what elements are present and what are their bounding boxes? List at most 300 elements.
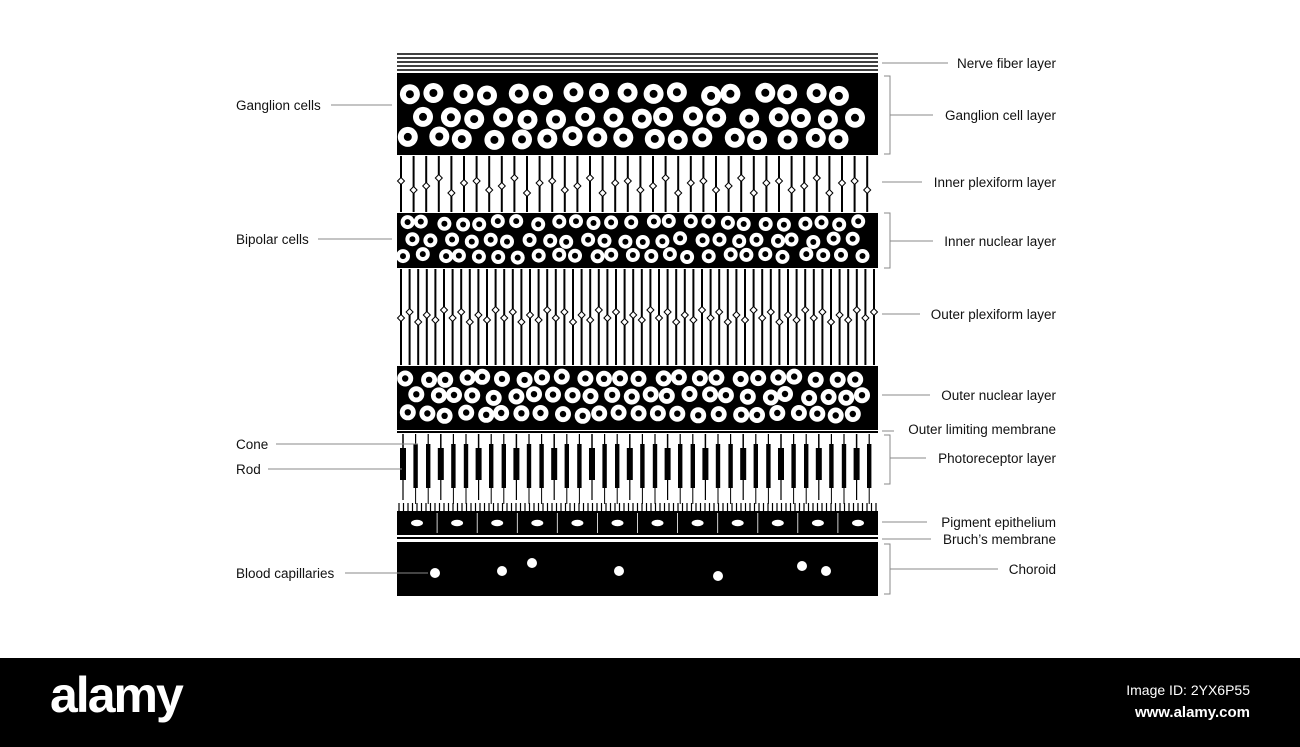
- cell: [739, 109, 759, 129]
- synapse: [813, 175, 820, 182]
- cell: [838, 390, 854, 406]
- epithelial-nucleus: [772, 520, 784, 526]
- cell: [484, 233, 498, 247]
- cell: [513, 405, 529, 421]
- cell: [829, 129, 849, 149]
- cell: [604, 108, 624, 128]
- cone: [476, 448, 482, 480]
- synapse: [647, 307, 654, 314]
- cell: [821, 389, 837, 405]
- cell: [500, 235, 514, 249]
- cell: [632, 109, 652, 129]
- cell: [713, 233, 727, 247]
- cell: [509, 214, 523, 228]
- cell: [778, 130, 798, 150]
- rod: [653, 444, 657, 488]
- cell: [596, 371, 612, 387]
- cell: [828, 408, 844, 424]
- rod: [678, 444, 682, 488]
- epithelial-nucleus: [411, 520, 423, 526]
- cell: [701, 86, 721, 106]
- cell: [683, 106, 703, 126]
- synapse: [466, 319, 473, 326]
- cell: [405, 232, 419, 246]
- cell: [518, 110, 538, 130]
- synapse: [549, 178, 556, 185]
- synapse: [527, 312, 534, 319]
- cell: [720, 84, 740, 104]
- left-leaders: [268, 105, 428, 573]
- synapse: [574, 183, 581, 190]
- synapse: [862, 315, 869, 322]
- synapse: [612, 180, 619, 187]
- cell: [431, 387, 447, 403]
- synapse: [713, 187, 720, 194]
- cell: [732, 234, 746, 248]
- synapse: [536, 180, 543, 187]
- cell: [624, 215, 638, 229]
- cell: [575, 408, 591, 424]
- cell: [786, 369, 802, 385]
- synapse: [461, 180, 468, 187]
- cone: [778, 448, 784, 480]
- cell: [546, 110, 566, 130]
- synapse: [801, 183, 808, 190]
- cell: [486, 390, 502, 406]
- cell: [673, 231, 687, 245]
- label-photoreceptor-layer: Photoreceptor layer: [938, 451, 1056, 466]
- cell: [445, 233, 459, 247]
- cell: [626, 248, 640, 262]
- label-cone: Cone: [236, 437, 269, 452]
- cell: [613, 128, 633, 148]
- cell: [511, 251, 525, 265]
- cell: [769, 107, 789, 127]
- epithelial-nucleus: [852, 520, 864, 526]
- cone: [816, 448, 822, 480]
- synapse: [650, 183, 657, 190]
- cell: [604, 215, 618, 229]
- cell: [583, 388, 599, 404]
- cell: [604, 387, 620, 403]
- cell: [655, 234, 669, 248]
- cell: [543, 234, 557, 248]
- cell: [526, 386, 542, 402]
- synapse: [498, 183, 505, 190]
- synapse: [637, 187, 644, 194]
- cell: [692, 127, 712, 147]
- cell: [740, 389, 756, 405]
- cell: [491, 250, 505, 264]
- synapse: [733, 312, 740, 319]
- cone: [854, 448, 860, 480]
- cell: [636, 235, 650, 249]
- rod: [489, 444, 493, 488]
- cell: [413, 107, 433, 127]
- cell: [809, 406, 825, 422]
- capillary: [497, 566, 507, 576]
- cell: [437, 372, 453, 388]
- epithelial-nucleus: [491, 520, 503, 526]
- cell: [618, 235, 632, 249]
- cell: [398, 127, 418, 147]
- synapse: [853, 307, 860, 314]
- synapse: [793, 317, 800, 324]
- cell: [439, 249, 453, 263]
- cell: [663, 247, 677, 261]
- label-outer-nuclear-layer: Outer nuclear layer: [941, 388, 1056, 403]
- synapse: [864, 187, 871, 194]
- cell: [854, 387, 870, 403]
- synapse: [675, 190, 682, 197]
- synapse: [699, 307, 706, 314]
- cell: [669, 406, 685, 422]
- rod: [413, 444, 417, 488]
- cell: [818, 109, 838, 129]
- cell: [494, 371, 510, 387]
- cell: [408, 386, 424, 402]
- cell: [791, 405, 807, 421]
- cell: [643, 386, 659, 402]
- synapse: [742, 317, 749, 324]
- synapse: [788, 187, 795, 194]
- footer-bar: [0, 658, 1300, 747]
- synapse: [673, 319, 680, 326]
- cone: [702, 448, 708, 480]
- cell: [401, 215, 415, 229]
- pigment-epithelium: [397, 503, 878, 535]
- synapse: [810, 315, 817, 322]
- cell: [568, 249, 582, 263]
- cell: [801, 390, 817, 406]
- synapse: [561, 187, 568, 194]
- cell: [446, 387, 462, 403]
- label-ganglion-cells: Ganglion cells: [236, 98, 321, 113]
- rod: [615, 444, 619, 488]
- synapse: [398, 178, 405, 185]
- cell: [718, 387, 734, 403]
- cell: [554, 369, 570, 385]
- cell: [533, 85, 553, 105]
- synapse: [599, 190, 606, 197]
- cell: [624, 389, 640, 405]
- label-outer-limiting-membrane: Outer limiting membrane: [908, 422, 1056, 437]
- cell: [587, 216, 601, 230]
- cell: [755, 83, 775, 103]
- cell: [591, 405, 607, 421]
- cell: [777, 84, 797, 104]
- cell: [763, 390, 779, 406]
- rod: [527, 444, 531, 488]
- epithelial-nucleus: [451, 520, 463, 526]
- rod: [716, 444, 720, 488]
- brand-logo: alamy: [50, 667, 182, 723]
- cell: [845, 406, 861, 422]
- synapse: [624, 178, 631, 185]
- label-inner-plexiform-layer: Inner plexiform layer: [933, 175, 1056, 190]
- cone: [400, 448, 406, 480]
- label-bruchs-membrane: Bruch’s membrane: [942, 532, 1056, 547]
- synapse: [449, 315, 456, 322]
- cell: [733, 371, 749, 387]
- rod: [539, 444, 543, 488]
- cell: [509, 84, 529, 104]
- synapse: [435, 175, 442, 182]
- cell: [684, 214, 698, 228]
- cell: [798, 217, 812, 231]
- rod: [691, 444, 695, 488]
- synapse: [851, 178, 858, 185]
- synapse: [511, 175, 518, 182]
- cell: [724, 247, 738, 261]
- synapse: [630, 312, 637, 319]
- cone: [513, 448, 519, 480]
- synapse: [492, 307, 499, 314]
- synapse: [759, 315, 766, 322]
- cell: [747, 130, 767, 150]
- cell: [829, 86, 849, 106]
- cell: [701, 214, 715, 228]
- synapse: [839, 180, 846, 187]
- synapse: [613, 309, 620, 316]
- cell: [534, 369, 550, 385]
- synapse: [802, 307, 809, 314]
- cell: [400, 84, 420, 104]
- synapse: [535, 317, 542, 324]
- synapse: [587, 317, 594, 324]
- synapse: [518, 319, 525, 326]
- cell: [711, 406, 727, 422]
- synapse: [501, 315, 508, 322]
- rod: [804, 444, 808, 488]
- synapse: [826, 190, 833, 197]
- cell: [653, 107, 673, 127]
- cell: [552, 248, 566, 262]
- label-blood-capillaries: Blood capillaries: [236, 566, 335, 581]
- cell: [589, 83, 609, 103]
- outer-plexiform-layer: [398, 269, 878, 365]
- photoreceptor-layer: [400, 434, 871, 504]
- synapse: [509, 309, 516, 316]
- rod: [464, 444, 468, 488]
- cell: [645, 129, 665, 149]
- cell: [771, 234, 785, 248]
- cell: [856, 249, 870, 263]
- cell: [458, 405, 474, 421]
- cell: [777, 386, 793, 402]
- cell: [423, 233, 437, 247]
- cell: [785, 233, 799, 247]
- cell: [827, 232, 841, 246]
- cell: [682, 386, 698, 402]
- cell: [662, 214, 676, 228]
- epithelial-nucleus: [732, 520, 744, 526]
- cell: [397, 371, 413, 387]
- epithelial-nucleus: [571, 520, 583, 526]
- rod: [842, 444, 846, 488]
- cell: [799, 247, 813, 261]
- cell: [668, 130, 688, 150]
- synapse: [828, 319, 835, 326]
- cell: [631, 405, 647, 421]
- synapse: [423, 312, 430, 319]
- cell: [847, 372, 863, 388]
- cell: [631, 371, 647, 387]
- cell: [770, 370, 786, 386]
- cell: [815, 215, 829, 229]
- cell: [523, 233, 537, 247]
- cell: [491, 214, 505, 228]
- cell: [791, 108, 811, 128]
- cell: [749, 407, 765, 423]
- synapse: [441, 307, 448, 314]
- synapse: [724, 319, 731, 326]
- cell: [532, 249, 546, 263]
- cell: [416, 247, 430, 261]
- synapse: [484, 317, 491, 324]
- synapse: [785, 312, 792, 319]
- label-outer-plexiform-layer: Outer plexiform layer: [930, 307, 1056, 322]
- epithelial-nucleus: [812, 520, 824, 526]
- label-pigment-epithelium: Pigment epithelium: [941, 515, 1056, 530]
- cell: [559, 235, 573, 249]
- synapse: [725, 183, 732, 190]
- cone: [627, 448, 633, 480]
- synapse: [690, 317, 697, 324]
- label-inner-nuclear-layer: Inner nuclear layer: [944, 234, 1056, 249]
- cell: [690, 407, 706, 423]
- cell: [696, 233, 710, 247]
- image-id: Image ID: 2YX6P55: [1126, 682, 1250, 698]
- rod: [577, 444, 581, 488]
- cell: [845, 108, 865, 128]
- synapse: [406, 309, 413, 316]
- cell: [725, 128, 745, 148]
- cell: [591, 249, 605, 263]
- cell: [437, 408, 453, 424]
- synapse: [871, 309, 878, 316]
- cell: [531, 217, 545, 231]
- rod: [502, 444, 506, 488]
- cell: [739, 248, 753, 262]
- synapse: [750, 307, 757, 314]
- label-nerve-fiber-layer: Nerve fiber layer: [956, 56, 1056, 71]
- synapse: [410, 187, 417, 194]
- rod: [754, 444, 758, 488]
- cell: [656, 370, 672, 386]
- cell: [851, 214, 865, 228]
- synapse: [700, 178, 707, 185]
- synapse: [578, 312, 585, 319]
- cell: [508, 389, 524, 405]
- cell: [612, 370, 628, 386]
- rod: [602, 444, 606, 488]
- cell: [564, 82, 584, 102]
- capillary: [821, 566, 831, 576]
- cone: [665, 448, 671, 480]
- cell: [545, 387, 561, 403]
- cell: [452, 249, 466, 263]
- cell: [644, 84, 664, 104]
- cell: [647, 215, 661, 229]
- cell: [493, 405, 509, 421]
- cell: [832, 218, 846, 232]
- capillary: [527, 558, 537, 568]
- cell: [575, 107, 595, 127]
- cell: [721, 216, 735, 230]
- cell: [456, 218, 470, 232]
- cell: [667, 82, 687, 102]
- rod: [565, 444, 569, 488]
- cell: [421, 372, 437, 388]
- synapse: [398, 315, 405, 322]
- website-link: www.alamy.com: [1134, 704, 1250, 721]
- synapse: [776, 319, 783, 326]
- cell: [396, 249, 410, 263]
- label-rod: Rod: [236, 462, 261, 477]
- synapse: [656, 315, 663, 322]
- synapse: [423, 183, 430, 190]
- cell: [581, 233, 595, 247]
- synapse: [621, 319, 628, 326]
- cone: [551, 448, 557, 480]
- synapse: [707, 315, 714, 322]
- synapse: [415, 319, 422, 326]
- cell: [598, 234, 612, 248]
- cell: [441, 107, 461, 127]
- synapse: [819, 309, 826, 316]
- rod: [829, 444, 833, 488]
- epithelial-nucleus: [692, 520, 704, 526]
- cell: [750, 233, 764, 247]
- rod: [451, 444, 455, 488]
- synapse: [687, 180, 694, 187]
- cone: [740, 448, 746, 480]
- synapse: [524, 190, 531, 197]
- cell: [680, 250, 694, 264]
- cell: [769, 405, 785, 421]
- rod: [728, 444, 732, 488]
- synapse: [544, 307, 551, 314]
- synapse: [836, 312, 843, 319]
- synapse: [473, 178, 480, 185]
- rod: [791, 444, 795, 488]
- cell: [750, 370, 766, 386]
- cell: [846, 232, 860, 246]
- cell: [452, 129, 472, 149]
- cell: [423, 83, 443, 103]
- epithelial-nucleus: [531, 520, 543, 526]
- cell: [644, 249, 658, 263]
- synapse: [776, 178, 783, 185]
- cell: [830, 372, 846, 388]
- cell: [737, 217, 751, 231]
- cell: [604, 248, 618, 262]
- cell: [659, 388, 675, 404]
- cell: [759, 217, 773, 231]
- cell: [577, 371, 593, 387]
- cell: [414, 215, 428, 229]
- cell: [517, 372, 533, 388]
- cell: [618, 83, 638, 103]
- capillary: [614, 566, 624, 576]
- rod: [766, 444, 770, 488]
- synapse: [738, 175, 745, 182]
- cell: [477, 86, 497, 106]
- synapse: [486, 187, 493, 194]
- cell: [512, 129, 532, 149]
- epithelial-nucleus: [612, 520, 624, 526]
